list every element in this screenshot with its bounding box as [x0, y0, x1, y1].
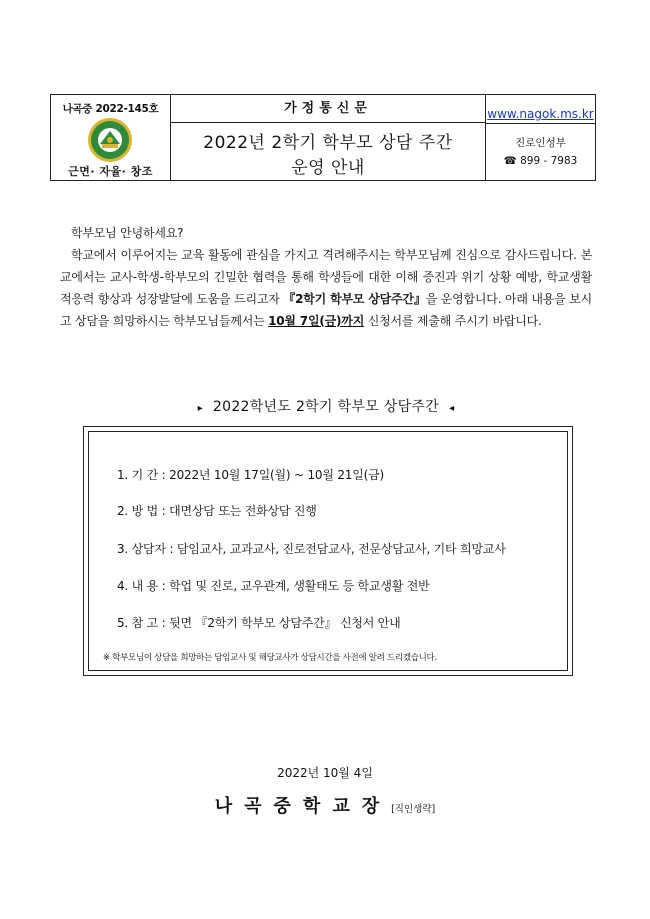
triangle-right-icon: ▸ — [197, 403, 203, 414]
detail-method: 2. 방 법 : 대면상담 또는 전화상담 진행 — [117, 504, 317, 518]
triangle-left-icon: ◂ — [449, 403, 455, 414]
header-title-cell — [171, 95, 486, 180]
section-title: 2022학년도 2학기 학부모 상담주간 — [212, 399, 440, 415]
newsletter-name: 가정통신문 — [171, 95, 485, 123]
section-heading — [60, 396, 592, 416]
header-contact-cell — [486, 95, 595, 180]
deadline-date: 10월 7일(금)까지 — [268, 314, 365, 328]
header-left-cell — [51, 95, 171, 180]
details-box — [83, 426, 573, 676]
intro-text — [60, 222, 592, 332]
intro-sentence: 학교에서 이루어지는 교육 활동에 관심을 가지고 격려해주시는 학부모님께 진심으로 감사드립니다. 본교에서는 교사-학생-학부모의 긴밀한 협력을 통해 학생들에 대한 이해 증진과 위기 상황 예방, 학교생활 적응력 향상과 성장발달에 도움을 드리고자 — [60, 248, 592, 306]
detail-note: ※ 학부모님이 상담을 희망하는 담임교사 및 해당교사가 상담시간을 사전에 알려 드리겠습니다. — [103, 653, 437, 663]
document-title-line2: 운영 안내 — [291, 158, 365, 178]
detail-content: 4. 내 용 : 학업 및 진로, 교우관계, 생활태도 등 학교생활 전반 — [117, 579, 430, 593]
detail-counselors: 3. 상담자 : 담임교사, 교과교사, 진로전담교사, 전문상담교사, 기타 희망교사 — [117, 542, 506, 556]
seal-omitted-note: [직인생략] — [391, 804, 436, 815]
issue-date: 2022년 10월 4일 — [277, 766, 373, 780]
school-website-link[interactable]: www.nagok.ms.kr — [486, 107, 595, 124]
details-box-inner — [88, 431, 568, 671]
principal-title: 나곡중학교장 — [214, 796, 392, 817]
intro-sentence-tail: 을 운영합니다. 아래 내용을 보시고 상담을 희망하시는 학부모님들께서는 — [60, 292, 593, 328]
document-title-line1: 2022년 2학기 학부모 상담 주간 — [203, 133, 453, 153]
newsletter-header — [50, 94, 596, 181]
contact-department: 진로인성부 — [515, 137, 566, 149]
detail-period: 1. 기 간 : 2022년 10월 17일(월) ~ 10월 21일(금) — [117, 468, 384, 482]
intro-paragraph — [60, 244, 592, 332]
contact-phone: ☎ 899 - 7983 — [503, 155, 578, 167]
issue-number: 나곡중 2022-145호 — [62, 103, 159, 115]
principal-signature — [0, 792, 650, 818]
program-name: 『2학기 학부모 상담주간』 — [283, 292, 426, 306]
greeting: 학부모님 안녕하세요? — [71, 226, 184, 240]
intro-sentence-end: 신청서를 제출해 주시기 바랍니다. — [364, 314, 542, 328]
school-emblem-icon — [87, 117, 133, 163]
school-motto: 근면· 자율· 창조 — [68, 165, 153, 178]
detail-reference: 5. 참 고 : 뒷면 『2학기 학부모 상담주간』 신청서 안내 — [117, 616, 401, 630]
